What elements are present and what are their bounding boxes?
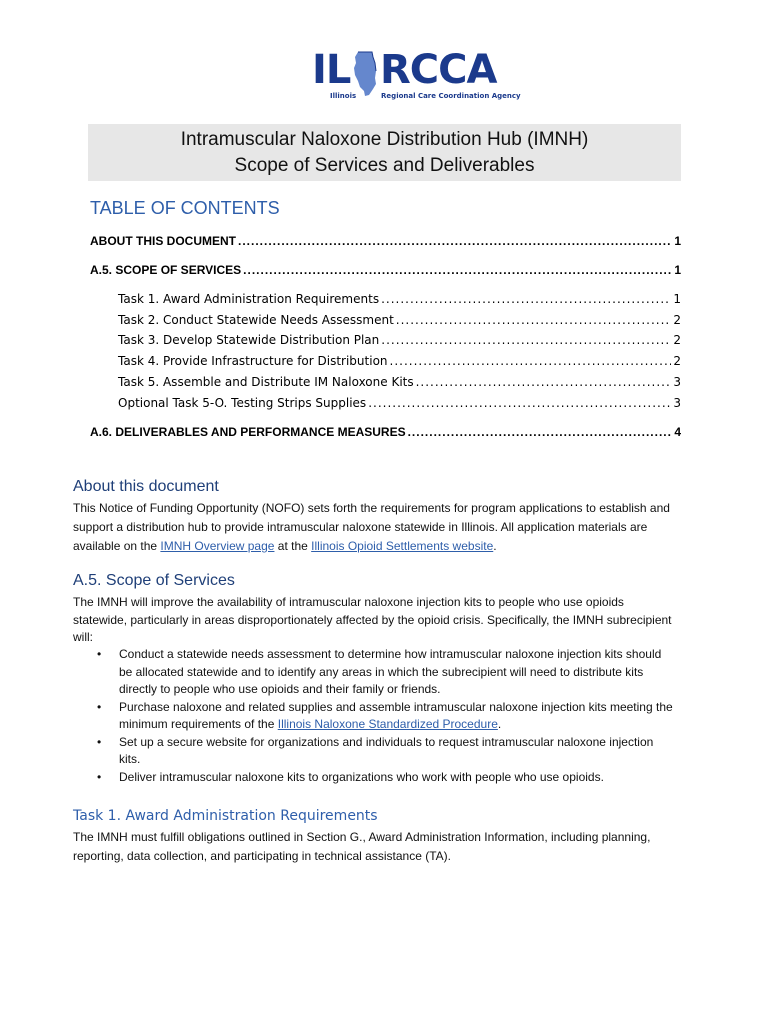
title-line-2: Scope of Services and Deliverables: [234, 155, 535, 176]
task1-heading: Task 1. Award Administration Requirements: [73, 808, 378, 824]
document-title-box: [88, 124, 681, 181]
ilrcca-logo: [310, 47, 521, 104]
toc-entry-deliverables[interactable]: A.6. DELIVERABLES AND PERFORMANCE MEASURES ..... 4: [90, 425, 681, 439]
toc-entry-about[interactable]: ABOUT THIS DOCUMENT ..... 1: [90, 234, 681, 248]
opioid-settlements-link[interactable]: Illinois Opioid Settlements website: [311, 539, 494, 553]
toc-entry-task5o[interactable]: Optional Task 5-O. Testing Strips Supplies ..... 3: [118, 396, 681, 410]
toc-heading: TABLE OF CONTENTS: [90, 198, 280, 218]
list-item: • Set up a secure website for organizations and individuals to request intramuscular naloxone injection kits.: [73, 734, 673, 769]
scope-intro: The IMNH will improve the availability of intramuscular naloxone injection kits to people who use opioids statewide, particularly in areas disproportionately affected by the opioid crisis. Specifically, the IMNH subrecipient will:: [73, 595, 672, 644]
list-item: • Deliver intramuscular naloxone kits to organizations who work with people who use opioids.: [73, 769, 673, 787]
scope-bullet-list: [73, 646, 673, 786]
logo-rcca-text: RCCA: [380, 47, 497, 93]
list-item: • Conduct a statewide needs assessment to determine how intramuscular naloxone injection kits should be allocated statewide and to identify any areas in which the subrecipient will need to distribute kits directly to people who use opioids and their family or friends.: [73, 646, 673, 699]
toc-entry-scope[interactable]: A.5. SCOPE OF SERVICES ..... 1: [90, 263, 681, 277]
list-item: • Purchase naloxone and related supplies and assemble intramuscular naloxone injection kits meeting the minimum requirements of the Illinois Naloxone Standardized Procedure.: [73, 699, 673, 734]
toc-entry-task1[interactable]: Task 1. Award Administration Requirements ..... 1: [118, 292, 681, 306]
about-heading: About this document: [73, 478, 219, 495]
title-line-1: Intramuscular Naloxone Distribution Hub (IMNH): [180, 129, 589, 150]
logo-tagline: Illinois Regional Care Coordination Agency: [330, 92, 521, 100]
toc-entry-task5[interactable]: Task 5. Assemble and Distribute IM Naloxone Kits ..... 3: [118, 375, 681, 389]
toc-entry-task4[interactable]: Task 4. Provide Infrastructure for Distribution ..... 2: [118, 354, 681, 368]
imnh-overview-link[interactable]: IMNH Overview page: [160, 539, 275, 553]
about-paragraph: This Notice of Funding Opportunity (NOFO) sets forth the requirements for program applications to establish and support a distribution hub to provide intramuscular naloxone statewide in Illinois. All application materials are available on the IMNH Overview page at the Illinois Opioid Settlements website.: [73, 501, 670, 553]
illinois-state-icon: [352, 51, 378, 97]
toc-entry-task3[interactable]: Task 3. Develop Statewide Distribution Plan ..... 2: [118, 333, 681, 347]
naloxone-procedure-link[interactable]: Illinois Naloxone Standardized Procedure: [277, 717, 498, 731]
logo-il-text: IL: [312, 47, 351, 93]
toc-entry-task2[interactable]: Task 2. Conduct Statewide Needs Assessment ..... 2: [118, 313, 681, 327]
task1-paragraph: The IMNH must fulfill obligations outlined in Section G., Award Administration Information, including planning, reporting, data collection, and participating in technical assistance (TA).: [73, 830, 651, 863]
scope-heading: A.5. Scope of Services: [73, 572, 235, 589]
